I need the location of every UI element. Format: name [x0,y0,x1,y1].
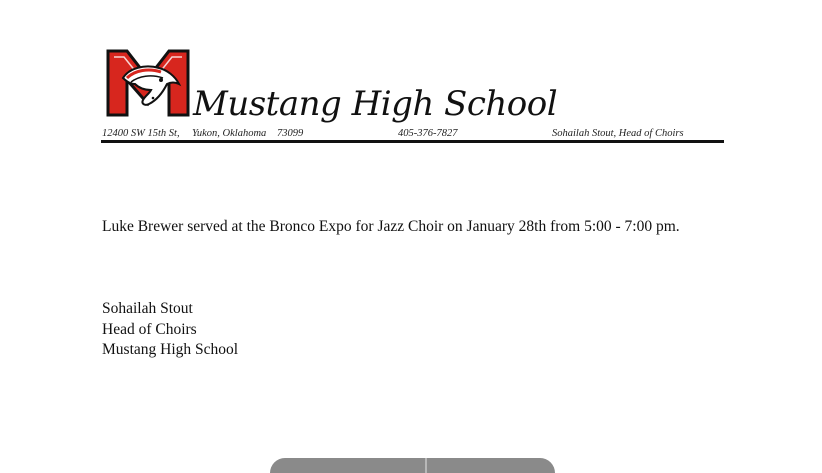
signature-block [102,299,238,361]
address-city: Yukon, Oklahoma [192,128,267,139]
school-name-heading: Mustang High School [193,84,558,124]
address-zip: 73099 [277,128,304,139]
contact-name: Sohailah Stout, Head of Choirs [552,128,684,139]
statement-text: Luke Brewer served at the Bronco Expo for Jazz Choir on January 28th from 5:00 - 7:00 pm. [102,218,680,235]
phone-number: 405-376-7827 [398,128,458,139]
address-street: 12400 SW 15th St, [102,128,180,139]
mustang-m-logo-icon [105,48,191,118]
signature-title: Head of Choirs [102,320,197,338]
school-logo [105,48,191,118]
letterhead-divider [101,140,724,143]
signature-name: Sohailah Stout [102,300,193,317]
signature-organization: Mustang High School [102,341,239,359]
toolbar-divider [425,458,427,473]
viewer-toolbar[interactable] [270,458,555,473]
